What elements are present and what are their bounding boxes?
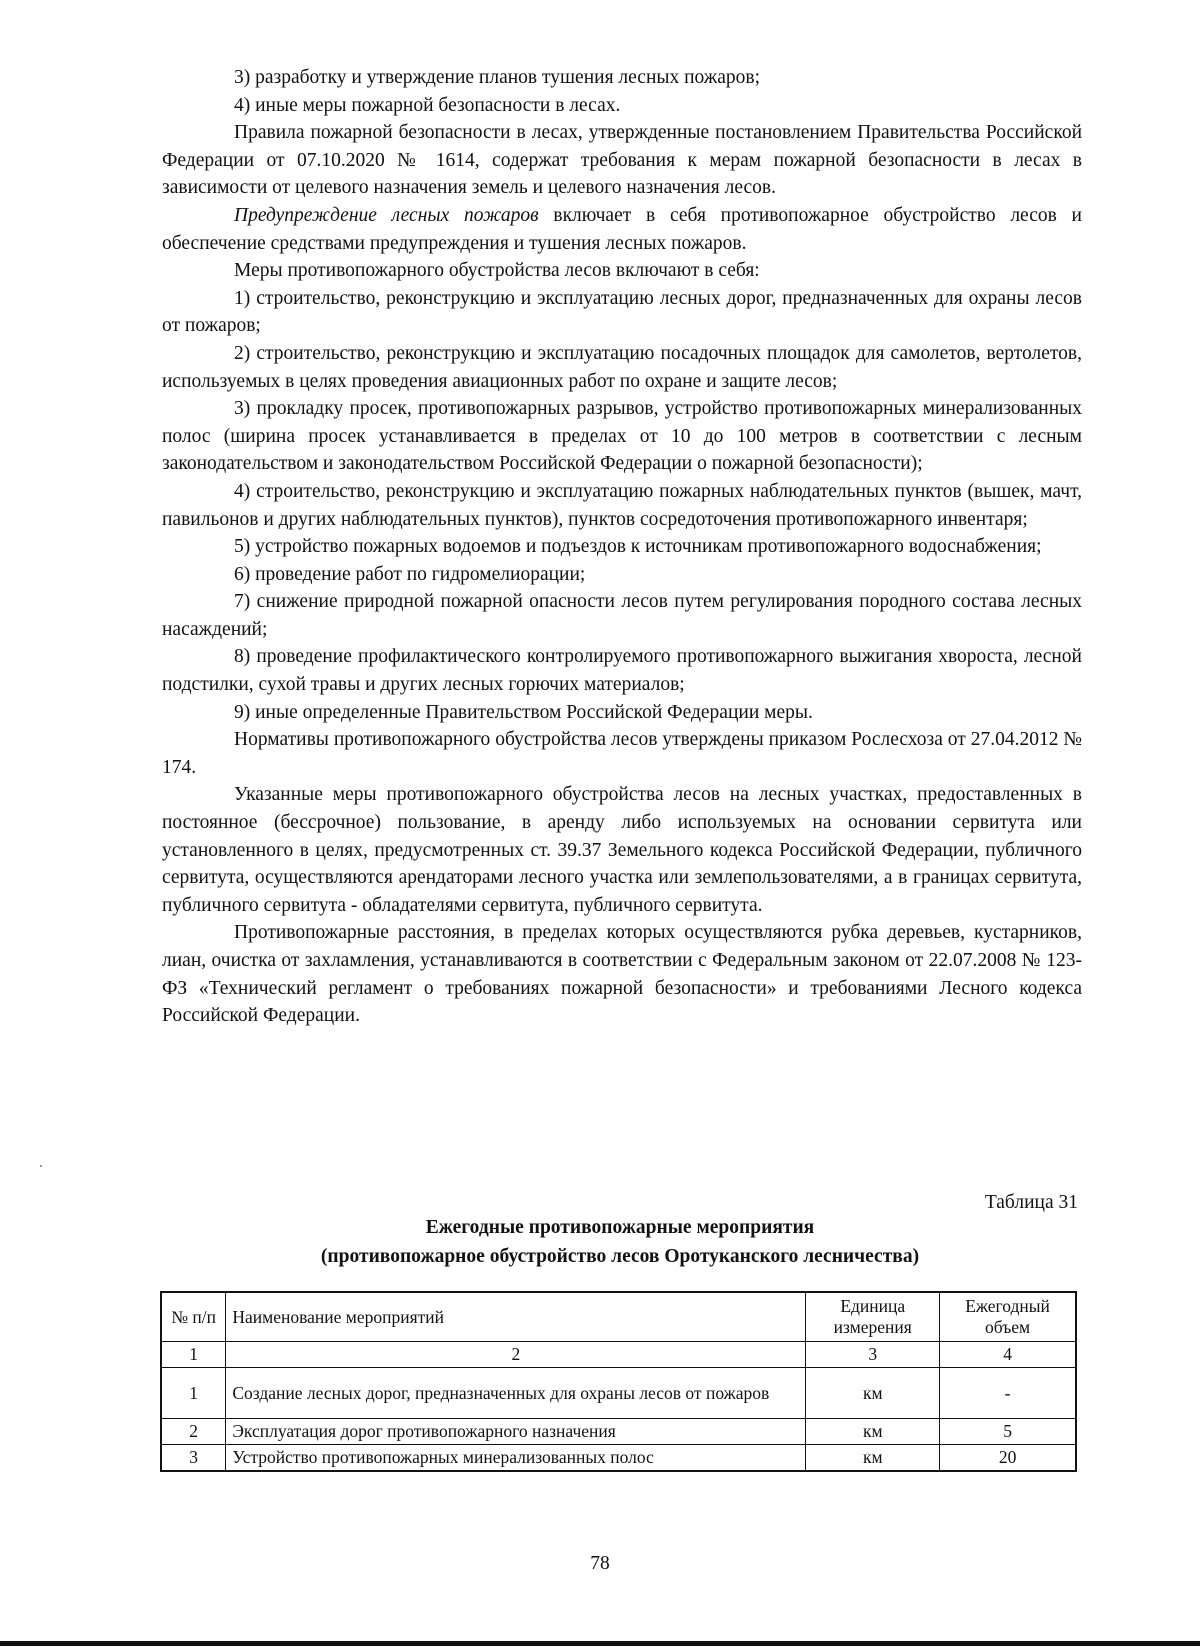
numbering-cell: 3	[806, 1342, 940, 1368]
paragraph-rest: включает в себя противопожарное обустройство лесов и обеспечение средствами предупреждения и тушения лесных пожаров.	[162, 204, 1082, 254]
paragraph: Указанные меры противопожарного обустройства лесов на лесных участках, предоставленных в постоянное (бессрочное) пользование, в аренду либо используемых на основании сервитута или установленного в целях, предусмотренных ст. 39.37 Земельного кодекса Российской Федерации, публичного сервитута, осуществляются арендаторами лесного участка или землепользователями, а в границах сервитута, публичного сервитута - обладателями сервитута, публичного сервитута.	[162, 784, 1082, 916]
table-cell: 3	[161, 1445, 226, 1472]
table-cell: км	[806, 1445, 940, 1472]
paragraph: Нормативы противопожарного обустройства лесов утверждены приказом Рослесхоза от 27.04.2012 № 174.	[162, 729, 1082, 778]
table-cell: 2	[161, 1419, 226, 1445]
table-numbering-row	[161, 1342, 1076, 1368]
table-row	[161, 1419, 1076, 1445]
table-cell: 1	[161, 1368, 226, 1419]
header-cell-volume: Ежегодный объем	[940, 1292, 1076, 1342]
paragraph: 4) строительство, реконструкцию и эксплуатацию пожарных наблюдательных пунктов (вышек, мачт, павильонов и других наблюдательных пунктов), пунктов сосредоточения противопожарного инвентаря;	[162, 480, 1082, 530]
scan-edge-rule	[0, 1641, 1200, 1646]
table-cell: Эксплуатация дорог противопожарного назначения	[226, 1419, 806, 1445]
table-cell: км	[806, 1419, 940, 1445]
table-title-line: (противопожарное обустройство лесов Оротуканского лесничества)	[320, 1246, 920, 1267]
table-row	[161, 1445, 1076, 1472]
header-cell-name: Наименование мероприятий	[226, 1292, 806, 1342]
paragraph: 1) строительство, реконструкцию и эксплуатацию лесных дорог, предназначенных для охраны лесов от пожаров;	[162, 287, 1082, 337]
paragraph	[162, 202, 1082, 257]
paragraph: 5) устройство пожарных водоемов и подъездов к источникам противопожарного водоснабжения;	[234, 536, 1042, 558]
table-title	[162, 1213, 1078, 1271]
table-cell: Устройство противопожарных минерализованных полос	[226, 1445, 806, 1472]
table-cell: Создание лесных дорог, предназначенных для охраны лесов от пожаров	[226, 1368, 806, 1419]
paragraph: Противопожарные расстояния, в пределах которых осуществляются рубка деревьев, кустарников, лиан, очистка от захламления, устанавливаются в соответствии с Федеральным законом от 22.07.2008 № 123-ФЗ «Технический регламент о требованиях пожарной безопасности» и требованиями Лесного кодекса Российской Федерации.	[162, 922, 1082, 1027]
numbering-cell: 2	[226, 1342, 806, 1368]
page-number: 78	[590, 1553, 610, 1574]
paragraph: 7) снижение природной пожарной опасности лесов путем регулирования породного состава лесных насаждений;	[162, 591, 1082, 640]
table-row	[161, 1368, 1076, 1419]
numbering-cell: 1	[161, 1342, 226, 1368]
body-text	[162, 64, 1082, 1030]
paragraph: 9) иные определенные Правительством Российской Федерации меры.	[234, 701, 813, 723]
paragraph: Меры противопожарного обустройства лесов включают в себя:	[234, 260, 760, 282]
paragraph: 3) разработку и утверждение планов тушения лесных пожаров;	[234, 67, 761, 88]
table-cell: 20	[940, 1445, 1076, 1472]
table-title-line: Ежегодные противопожарные мероприятия	[425, 1217, 815, 1238]
header-cell-unit: Единица измерения	[806, 1292, 940, 1342]
table-header-row	[161, 1292, 1076, 1342]
paragraph: 8) проведение профилактического контролируемого противопожарного выжигания хвороста, лесной подстилки, сухой травы и других лесных горючих материалов;	[162, 646, 1082, 696]
measures-table	[160, 1291, 1077, 1472]
table-cell: 5	[940, 1419, 1076, 1445]
paragraph: Правила пожарной безопасности в лесах, утвержденные постановлением Правительства Российской Федерации от 07.10.2020 № 1614, содержат требования к мерам пожарной безопасности в лесах в зависимости от целевого назначения земель и целевого назначения лесов.	[162, 122, 1082, 199]
paragraph: 6) проведение работ по гидромелиорации;	[234, 563, 586, 585]
table-cell: -	[940, 1368, 1076, 1419]
paragraph: 2) строительство, реконструкцию и эксплуатацию посадочных площадок для самолетов, вертолетов, используемых в целях проведения авиационных работ по охране и защите лесов;	[162, 342, 1082, 392]
paragraph: 4) иные меры пожарной безопасности в лесах.	[234, 94, 621, 116]
scan-speck	[40, 1165, 42, 1167]
table-cell: км	[806, 1368, 940, 1419]
italic-lead: Предупреждение лесных пожаров	[234, 204, 539, 226]
numbering-cell: 4	[940, 1342, 1076, 1368]
table-caption: Таблица 31	[984, 1192, 1078, 1213]
header-cell-number: № п/п	[161, 1292, 226, 1342]
paragraph: 3) прокладку просек, противопожарных разрывов, устройство противопожарных минерализованных полос (ширина просек устанавливается в пределах от 10 до 100 метров в соответствии с лесным законодательством и законодательством Российской Федерации о пожарной безопасности);	[162, 398, 1082, 475]
